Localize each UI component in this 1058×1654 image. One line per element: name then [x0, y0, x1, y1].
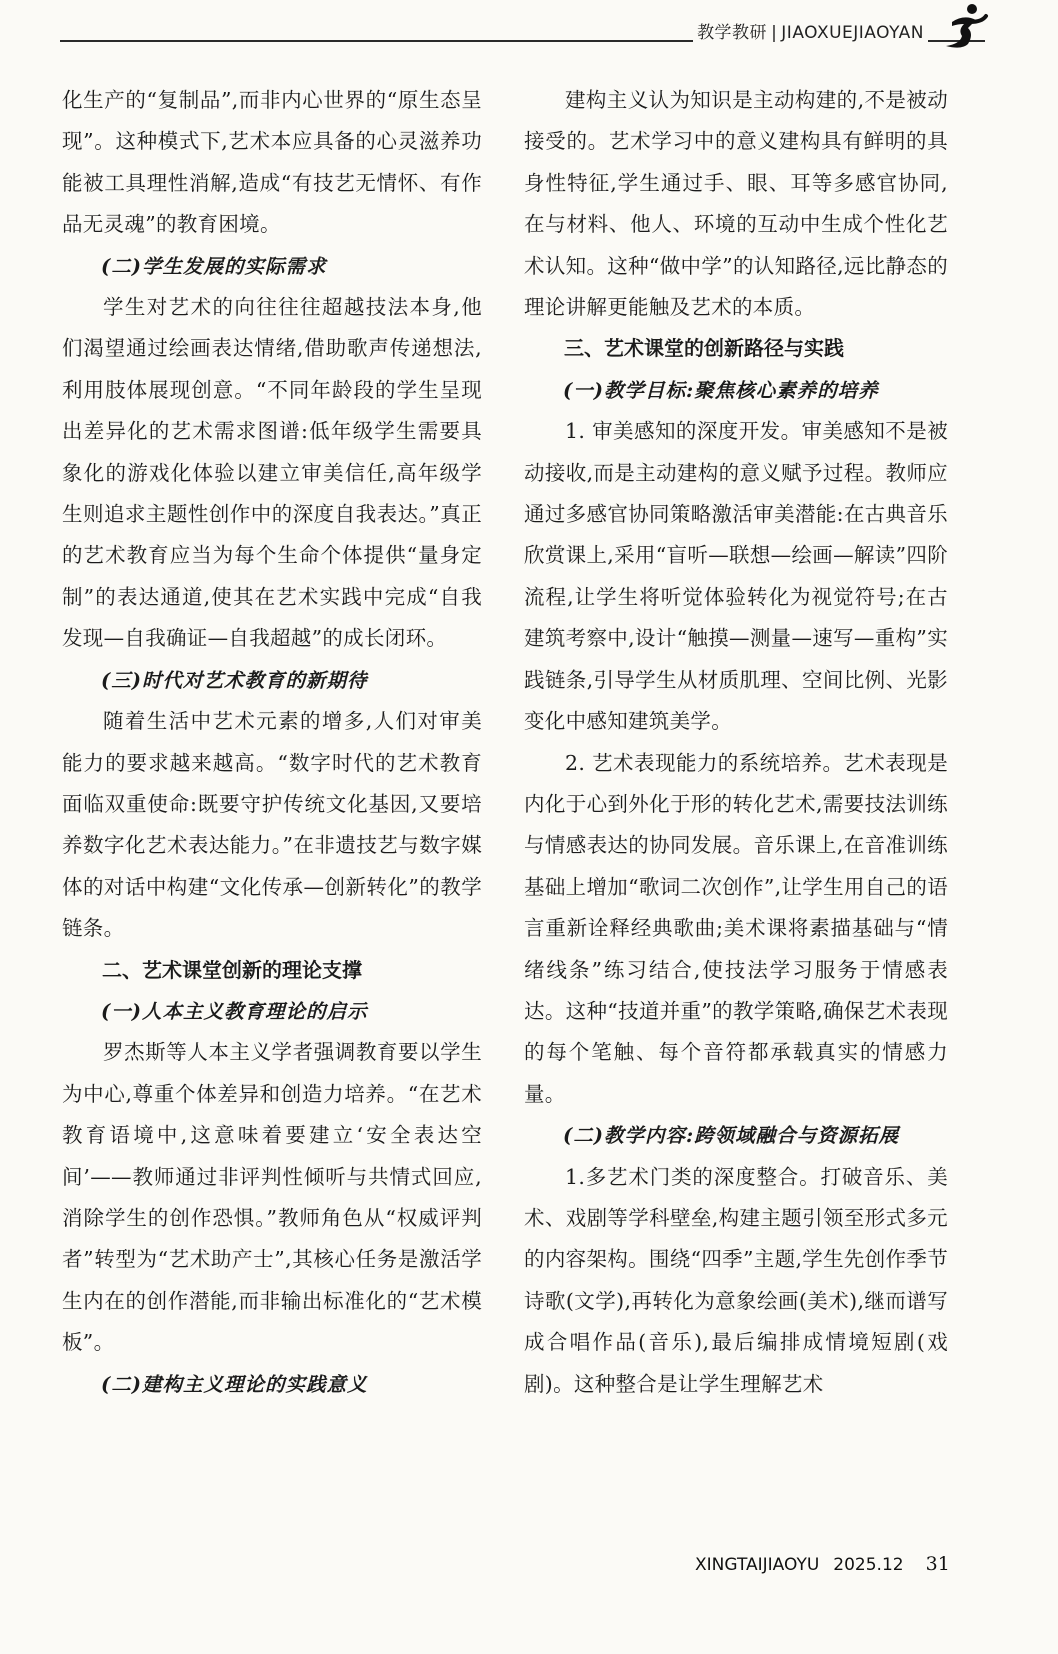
- subsection-heading: (三)时代对艺术教育的新期待: [101, 668, 368, 692]
- section-name-cn: 教学教研: [697, 23, 768, 43]
- journal-name: XINGTAIJIAOYU: [695, 1555, 820, 1575]
- body-paragraph: 1. 审美感知的深度开发。审美感知不是被动接收,而是主动建构的意义赋予过程。教师应通过多感官协同策略激活审美潜能:在古典音乐欣赏课上,采用“盲听—联想—绘画—解读”四阶流程,让学生将听觉体验转化为视觉符号;在古建筑考察中,设计“触摸—测量—速写—重构”实践链条,引导学生从材质肌理、空间比例、光影变化中感知建筑美学。: [524, 419, 948, 734]
- subsection-heading: (二)学生发展的实际需求: [101, 254, 327, 278]
- page-footer: [695, 1553, 950, 1575]
- subsection-heading: (一)人本主义教育理论的启示: [101, 999, 368, 1023]
- page-header: [0, 0, 1058, 52]
- body-paragraph: 1.多艺术门类的深度整合。打破音乐、美术、戏剧等学科壁垒,构建主题引领至形式多元的内容架构。围绕“四季”主题,学生先创作季节诗歌(文学),再转化为意象绘画(美术),继而谱写成合唱作品(音乐),最后编排成情境短剧(戏剧)。这种整合是让学生理解艺术: [524, 1164, 948, 1396]
- subsection-heading: (二)建构主义理论的实践意义: [101, 1372, 368, 1396]
- runner-logo-icon: [938, 0, 990, 52]
- issue-date: 2025.12: [833, 1555, 904, 1575]
- section-name-en: JIAOXUEJIAOYAN: [781, 23, 924, 43]
- body-paragraph: 化生产的“复制品”,而非内心世界的“原生态呈现”。这种模式下,艺术本应具备的心灵滋养功能被工具理性消解,造成“有技艺无情怀、有作品无灵魂”的教育困境。: [62, 88, 482, 237]
- header-section-label: [693, 18, 928, 43]
- subsection-heading: (一)教学目标:聚焦核心素养的培养: [563, 378, 879, 402]
- subsection-heading: (二)教学内容:跨领域融合与资源拓展: [563, 1124, 900, 1148]
- body-paragraph: 罗杰斯等人本主义学者强调教育要以学生为中心,尊重个体差异和创造力培养。“在艺术教育语境中,这意味着要建立‘安全表达空间’——教师通过非评判性倾听与共情式回应,消除学生的创作恐惧。”教师角色从“权威评判者”转型为“艺术助产士”,其核心任务是激活学生内在的创作潜能,而非输出标准化的“艺术模板”。: [62, 1040, 482, 1355]
- body-paragraph: 2. 艺术表现能力的系统培养。艺术表现是内化于心到外化于形的转化艺术,需要技法训练与情感表达的协同发展。音乐课上,在音准训练基础上增加“歌词二次创作”,让学生用自己的语言重新诠释经典歌曲;美术课将素描基础与“情绪线条”练习结合,使技法学习服务于情感表达。这种“技道并重”的教学策略,确保艺术表现的每个笔触、每个音符都承载真实的情感力量。: [524, 750, 948, 1106]
- body-paragraph: 学生对艺术的向往往往超越技法本身,他们渴望通过绘画表达情绪,借助歌声传递想法,利用肢体展现创意。“不同年龄段的学生呈现出差异化的艺术需求图谱:低年级学生需要具象化的游戏化体验以建立审美信任,高年级学生则追求主题性创作中的深度自我表达。”真正的艺术教育应当为每个生命个体提供“量身定制”的表达通道,使其在艺术实践中完成“自我发现—自我确证—自我超越”的成长闭环。: [62, 295, 482, 651]
- body-paragraph: 建构主义认为知识是主动构建的,不是被动接受的。艺术学习中的意义建构具有鲜明的具身性特征,学生通过手、眼、耳等多感官协同,在与材料、他人、环境的互动中生成个性化艺术认知。这种“做中学”的认知路径,远比静态的理论讲解更能触及艺术的本质。: [524, 88, 948, 320]
- header-separator: |: [771, 23, 778, 43]
- page-number: 31: [925, 1553, 950, 1575]
- right-column: [524, 80, 948, 1405]
- section-heading: 三、艺术课堂的创新路径与实践: [564, 336, 844, 361]
- body-paragraph: 随着生活中艺术元素的增多,人们对审美能力的要求越来越高。“数字时代的艺术教育面临双重使命:既要守护传统文化基因,又要培养数字化艺术表达能力。”在非遗技艺与数字媒体的对话中构建“文化传承—创新转化”的教学链条。: [62, 709, 482, 941]
- left-column: [62, 80, 482, 1405]
- section-heading: 二、艺术课堂创新的理论支撑: [102, 957, 362, 982]
